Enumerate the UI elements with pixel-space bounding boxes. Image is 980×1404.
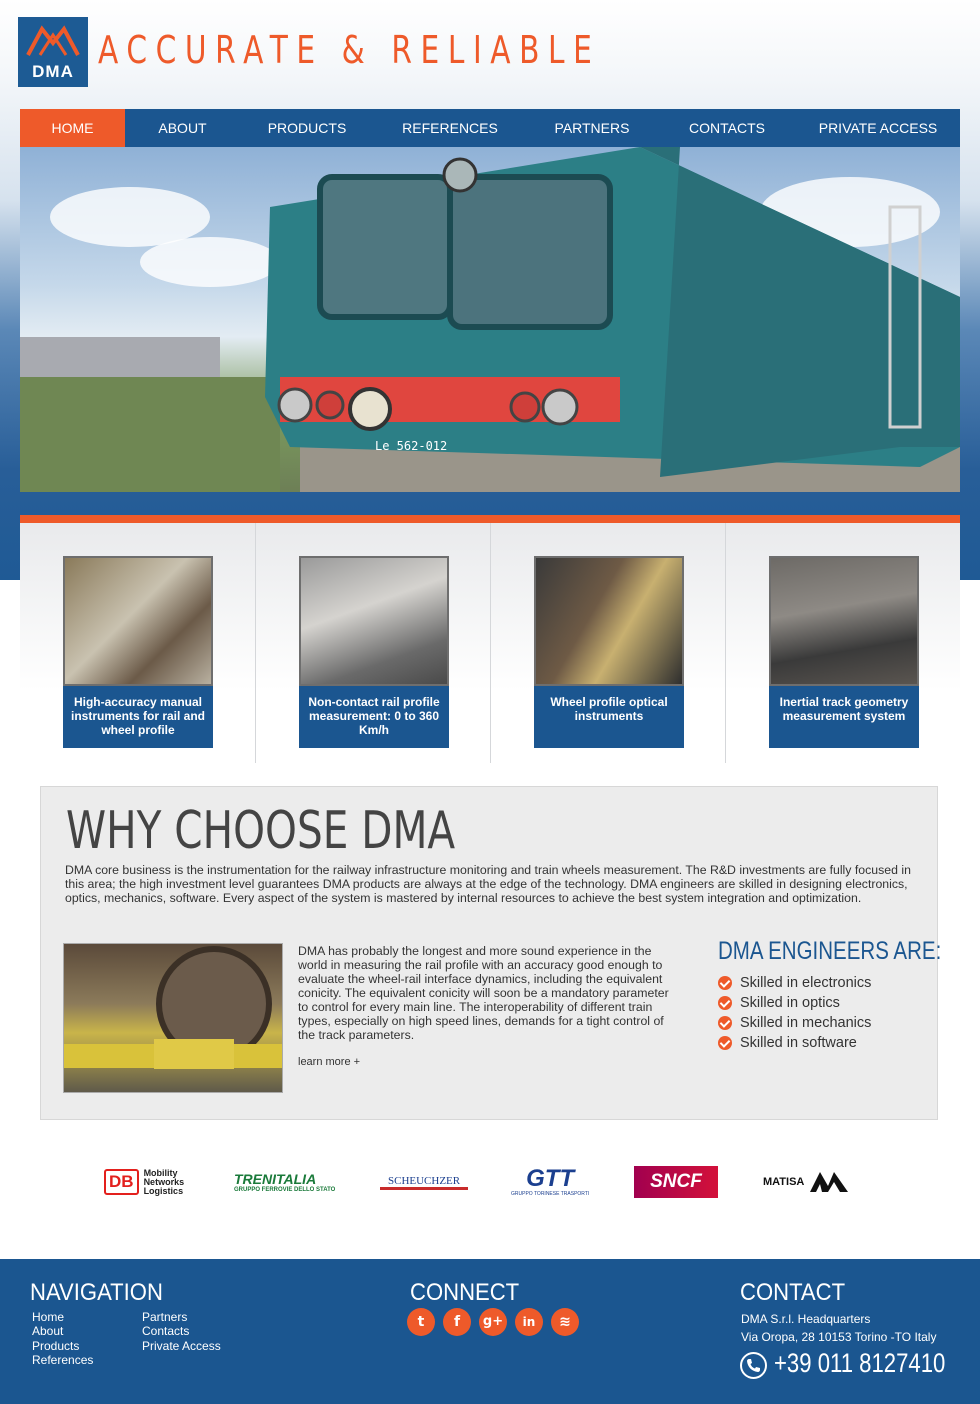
product-image[interactable] [769,556,919,686]
why-intro: DMA core business is the instrumentation for the railway infrastructure monitoring and train wheels measurement. The R&D investments are fully focused in this area; the high investment level guarantees DMA products are always at the edge of the technology. DMA engineers are skilled in designing electronics, optics, mechanics, software. Every aspect of the system is mastered by internal resources to achieve the best system integration and optimization. [65,863,911,905]
footer-link-products[interactable]: Products [32,1339,80,1353]
product-caption[interactable]: Wheel profile optical instruments [534,686,684,748]
tagline: ACCURATE & RELIABLE [98,28,601,72]
list-item-label: Skilled in mechanics [740,1015,872,1031]
logo-mountain-icon [26,25,80,59]
product-card[interactable] [20,523,255,763]
footer-link-references[interactable]: References [32,1353,94,1367]
db-line: Mobility [143,1167,178,1178]
db-tagline [144,1169,185,1196]
trenitalia-mark: TRENITALIA [234,1171,317,1187]
list-item [718,1033,871,1053]
trenitalia-sub: GRUPPO FERROVIE DELLO STATO [234,1187,336,1193]
db-logo[interactable] [104,1160,184,1204]
nav-home[interactable]: HOME [20,109,125,147]
footer-link-contacts[interactable]: Contacts [142,1324,190,1338]
footer-link-private-access[interactable]: Private Access [142,1339,221,1353]
why-choose-section [40,786,942,1120]
list-item [718,1013,871,1033]
check-icon [718,996,732,1010]
product-image[interactable] [299,556,449,686]
footer-link-about[interactable]: About [32,1324,64,1338]
list-item-label: Skilled in electronics [740,975,872,991]
product-card[interactable] [255,523,490,763]
matisa-mark: MATISA [763,1176,805,1188]
footer-connect-title: CONNECT [410,1279,520,1306]
product-caption[interactable]: Inertial track geometry measurement system [769,686,919,748]
nav-partners[interactable]: PARTNERS [554,120,630,136]
rss-icon[interactable]: ≋ [551,1308,579,1336]
nav-private-access[interactable]: PRIVATE ACCESS [818,120,938,136]
list-item-label: Skilled in optics [740,995,840,1011]
nav-references[interactable]: REFERENCES [402,120,498,136]
gtt-logo[interactable] [511,1160,589,1204]
why-title: WHY CHOOSE DMA [66,801,456,861]
scheuchzer-logo[interactable] [380,1160,468,1204]
address-line-2: Via Oropa, 28 10153 Torino -TO Italy [741,1330,937,1344]
product-caption[interactable]: High-accuracy manual instruments for rail and wheel profile [63,686,213,748]
products-panel [20,523,960,763]
address-line-1: DMA S.r.l. Headquarters [741,1312,871,1326]
matisa-logo[interactable] [763,1160,848,1204]
footer-link-partners[interactable]: Partners [142,1310,188,1324]
facebook-icon[interactable]: f [443,1308,471,1336]
scheuchzer-mark: SCHEUCHZER [380,1175,468,1190]
wheel-illustration [64,944,283,1093]
footer-nav-title: NAVIGATION [30,1279,163,1306]
product-caption[interactable]: Non-contact rail profile measurement: 0 to 360 Km/h [299,686,449,748]
nav-about[interactable]: ABOUT [158,120,207,136]
footer-link-home[interactable]: Home [32,1310,65,1324]
product-image[interactable] [63,556,213,686]
product-image[interactable] [534,556,684,686]
train-illustration [20,147,960,492]
phone-icon [740,1352,767,1379]
phone-handset-icon [742,1354,765,1377]
db-mark: DB [104,1169,139,1195]
check-icon [718,1016,732,1030]
nav-contacts[interactable]: CONTACTS [689,120,765,136]
db-line: Networks [143,1176,185,1187]
footer-contact-title: CONTACT [740,1279,846,1306]
accent-bar [20,515,960,523]
main-nav [20,109,960,147]
google-plus-icon[interactable]: g+ [479,1308,507,1336]
train-plate: Le 562-012 [375,439,448,453]
matisa-symbol-icon [810,1170,848,1194]
twitter-icon[interactable]: t [407,1308,435,1336]
engineers-title: DMA ENGINEERS ARE: [718,937,942,965]
product-card[interactable] [490,523,725,763]
list-item [718,973,871,993]
hero-banner [20,147,960,492]
sncf-logo[interactable] [634,1160,718,1204]
wheel-rail-photo [63,943,283,1093]
trenitalia-logo[interactable] [234,1160,335,1204]
gtt-mark: GTT [526,1165,575,1192]
sncf-mark: SNCF [634,1166,718,1198]
phone-number[interactable]: +39 011 8127410 [774,1348,946,1378]
logo-text: DMA [32,62,74,81]
gtt-sub: GRUPPO TORINESE TRASPORTI [511,1191,590,1197]
partner-logos [0,1160,980,1208]
db-line: Logistics [143,1185,184,1196]
dma-logo[interactable] [18,17,88,87]
list-item [718,993,871,1013]
linkedin-icon[interactable]: in [515,1308,543,1336]
learn-more-link[interactable]: learn more + [298,1056,361,1068]
engineers-list [718,973,871,1053]
why-body: DMA has probably the longest and more sound experience in the world in measuring the rail profile with an accuracy good enough to evaluate the wheel-rail interface dynamics, including the equivalent conicity. The equivalent conicity will soon be a mandatory parameter to control for every main line. The interoperability of different train types, especially on high speed lines, demands for a tight control of the track parameters. [298,944,669,1042]
nav-products[interactable]: PRODUCTS [267,120,347,136]
check-icon [718,976,732,990]
check-icon [718,1036,732,1050]
product-card[interactable] [725,523,960,763]
list-item-label: Skilled in software [740,1035,857,1051]
